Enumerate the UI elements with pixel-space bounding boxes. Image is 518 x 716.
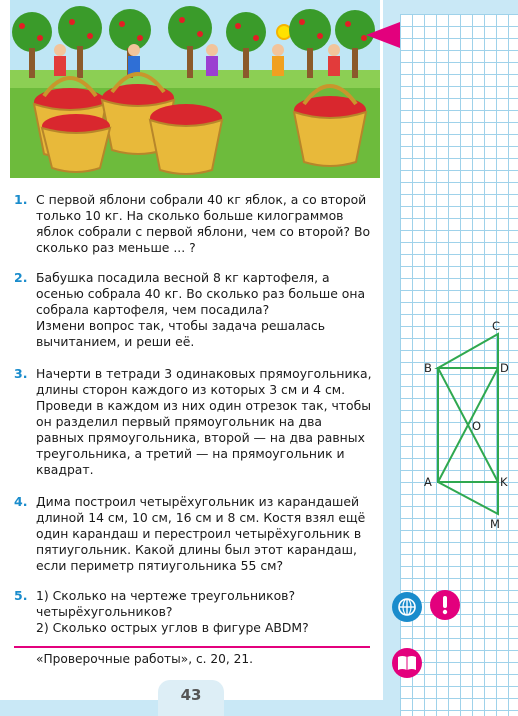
problem-text: С первой яблони собрали 40 кг яблок, а со второй только 10 кг. На сколько больше килограммов яблок собрали с первой яблони, чем со второй? Во сколько раз меньше ... ? — [36, 192, 371, 255]
problem-number: 5. — [14, 588, 28, 603]
problem-text-extra: Измени вопрос так, чтобы задача решалась вычитанием, и реши её. — [36, 318, 325, 349]
workbook-reference: «Проверочные работы», с. 20, 21. — [36, 652, 254, 666]
label-m: M — [490, 517, 500, 531]
problem-number: 4. — [14, 494, 28, 509]
geometry-figure — [400, 310, 518, 540]
problem-text: 1) Сколько на чертеже треугольников? четырёхугольников? — [36, 588, 296, 619]
problem-text: Дима построил четырёхугольник из карандашей длиной 14 см, 10 см, 16 см и 8 см. Костя взял ещё один карандаш и перестроил четырёхугольник в пятиугольник. Какой длины был этот карандаш, если периметр пятиугольника 55 см? — [36, 494, 366, 573]
book-icon[interactable] — [392, 648, 422, 678]
label-c: C — [492, 319, 501, 333]
label-b: B — [424, 361, 432, 375]
apple-harvest-illustration — [10, 0, 380, 178]
label-k: K — [500, 475, 508, 489]
label-a: A — [424, 475, 432, 489]
page-number: 43 — [180, 686, 202, 704]
label-d: D — [500, 361, 509, 375]
problem-number: 3. — [14, 366, 28, 381]
problem-text-extra: 2) Сколько острых углов в фигуре ABDM? — [36, 620, 309, 635]
problem-text: Бабушка посадила весной 8 кг картофеля, а осенью собрала 40 кг. Во сколько раз больше она собрала картофеля, чем посадила? — [36, 270, 366, 317]
footnote-divider — [14, 646, 370, 648]
problem-text: Начерти в тетради 3 одинаковых прямоугольника, длины сторон каждого из которых 3 см и 4 см. Проведи в каждом из них один отрезок так, чтобы он разделил первый прямоугольник на два равных прямоугольника, второй — на два равных треугольника, а третий — на прямоугольник и квадрат. — [36, 366, 372, 477]
problem-number: 1. — [14, 192, 28, 207]
page-number-tab — [158, 680, 224, 716]
globe-icon[interactable] — [392, 592, 422, 622]
exclamation-icon[interactable] — [430, 590, 460, 620]
problem-number: 2. — [14, 270, 28, 285]
bookmark-arrow-icon — [366, 22, 400, 48]
label-o: O — [472, 419, 482, 433]
